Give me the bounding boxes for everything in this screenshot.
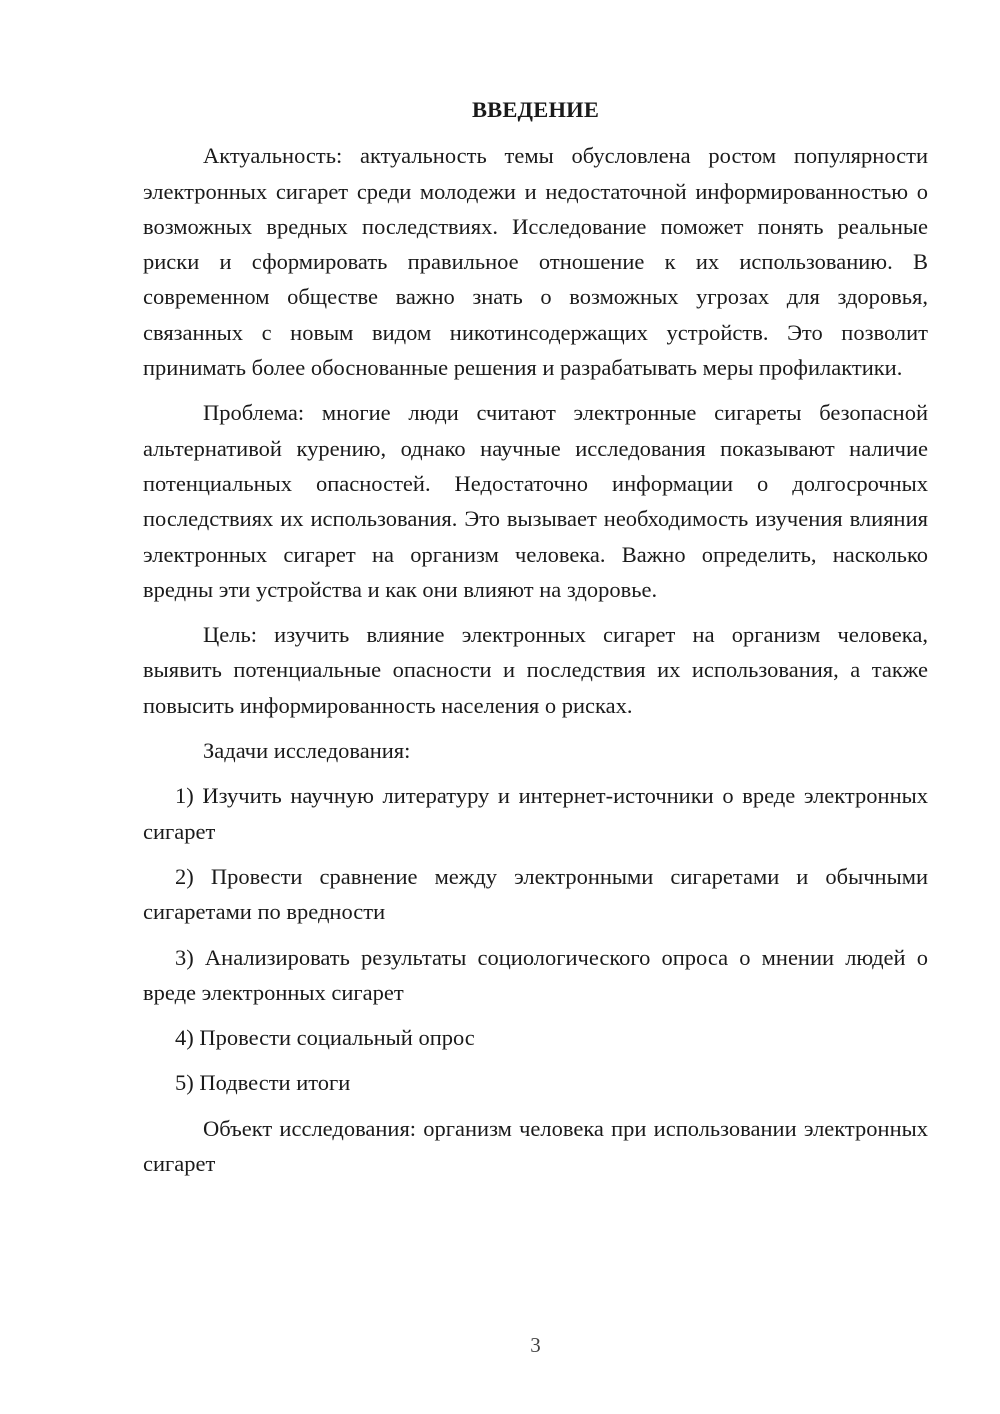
object-paragraph: Объект исследования: организм человека при использовании электронных сигарет [143,1115,928,1177]
task-item: 2) Провести сравнение между электронными сигаретами и обычными сигаретами по вредности [143,863,928,925]
task-item: 4) Провести социальный опрос [175,1025,475,1051]
tasks-heading: Задачи исследования: [203,738,411,764]
problem-paragraph: Проблема: многие люди считают электронные сигареты безопасной альтернативой курению, однако научные исследования показывают наличие потенциальных опасностей. Недостаточно информации о долгосрочных последствиях их использования. Это вызывает необходимость изучения влияния электронных сигарет на организм человека. Важно определить, насколько вредны эти устройства и как они влияют на здоровье. [143,400,928,602]
page-number: 3 [530,1333,541,1357]
relevance-paragraph: Актуальность: актуальность темы обусловлена ростом популярности электронных сигарет среди молодежи и недостаточной информированностью о возможных вредных последствиях. Исследование поможет понять реальные риски и сформировать правильное отношение к их использованию. В современном обществе важно знать о возможных угрозах для здоровья, связанных с новым видом никотинсодержащих устройств. Это позволит принимать более обоснованные решения и разрабатывать меры профилактики. [143,143,928,381]
tasks-list [143,778,928,1100]
task-item: 3) Анализировать результаты социологического опроса о мнении людей о вреде электронных сигарет [143,944,928,1005]
task-item: 1) Изучить научную литературу и интернет-источники о вреде электронных сигарет [143,783,928,844]
task-item: 5) Подвести итоги [175,1070,351,1096]
document-page [143,92,928,1191]
goal-paragraph: Цель: изучить влияние электронных сигарет на организм человека, выявить потенциальные опасности и последствия их использования, а также повысить информированность населения о рисках. [143,622,928,718]
page-title: ВВЕДЕНИЕ [471,97,600,122]
